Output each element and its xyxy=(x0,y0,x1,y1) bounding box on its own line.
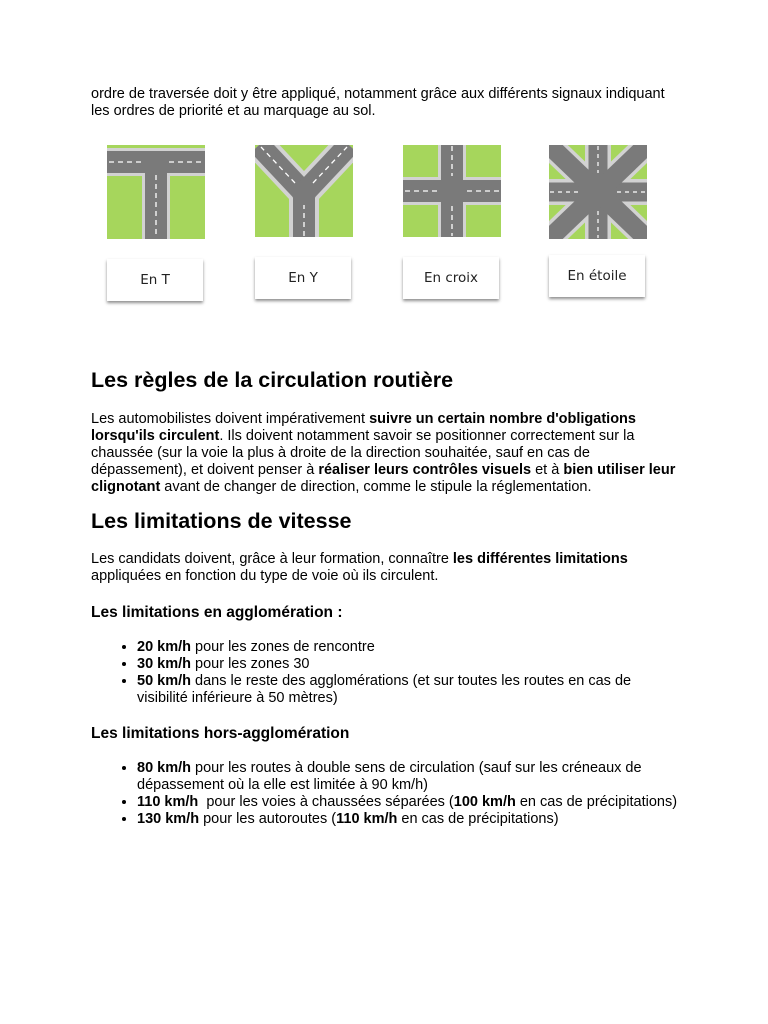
heading-hors-agglomeration: Les limitations hors-agglomération xyxy=(91,725,350,742)
speed-value: 50 km/h xyxy=(137,673,191,689)
diagram-y xyxy=(255,145,353,286)
text-span: en cas de précipitations) xyxy=(397,811,559,827)
text-span: pour les voies à chaussées séparées ( xyxy=(198,794,454,810)
label-en-etoile: En étoile xyxy=(549,255,645,297)
bold-span: les différentes limitations xyxy=(452,551,628,567)
cross-intersection-icon xyxy=(403,145,501,237)
diagram-cross xyxy=(403,145,501,286)
speed-value: 110 km/h xyxy=(137,794,199,810)
text-span: avant de changer de direction, comme le stipule la réglementation. xyxy=(160,479,592,495)
paragraph-regles xyxy=(91,411,681,496)
paragraph-limitations xyxy=(91,551,681,585)
speed-value: 130 km/h xyxy=(137,811,200,827)
label-en-t: En T xyxy=(107,259,203,301)
t-intersection-icon xyxy=(107,145,205,239)
list-item xyxy=(137,656,681,673)
list-item xyxy=(137,760,681,794)
text-span: en cas de précipitations) xyxy=(515,794,678,810)
list-agglomeration xyxy=(91,639,681,707)
speed-value: 20 km/h xyxy=(137,639,191,655)
text-span: dans le reste des agglomérations (et sur toutes les routes en cas de visibilité inférieure à 50 mètres) xyxy=(137,673,632,706)
speed-value: 80 km/h xyxy=(137,760,191,776)
intersection-diagrams xyxy=(91,145,681,367)
document-page xyxy=(91,86,681,828)
star-intersection-icon xyxy=(549,145,647,239)
speed-value: 100 km/h xyxy=(453,794,516,810)
heading-agglomeration: Les limitations en agglomération : xyxy=(91,604,343,621)
text-span: pour les zones de rencontre xyxy=(191,639,375,655)
text-span: appliquées en fonction du type de voie où ils circulent. xyxy=(91,568,439,584)
list-hors-agglomeration xyxy=(91,760,681,828)
text-span: pour les routes à double sens de circulation (sauf sur les créneaux de dépassement où la elle est limitée à 90 km/h) xyxy=(137,760,642,793)
label-en-y: En Y xyxy=(255,257,351,299)
list-item xyxy=(137,811,681,828)
heading-regles-circulation: Les règles de la circulation routière xyxy=(91,368,454,392)
bold-span: réaliser leurs contrôles visuels xyxy=(318,462,532,478)
text-span: Les candidats doivent, grâce à leur formation, connaître xyxy=(91,551,453,567)
list-item xyxy=(137,673,681,707)
intro-paragraph: ordre de traversée doit y être appliqué, notamment grâce aux différents signaux indiquant les ordres de priorité et au marquage au sol. xyxy=(91,86,665,119)
y-intersection-icon xyxy=(255,145,353,237)
text-span: et à xyxy=(531,462,564,478)
text-span: Les automobilistes doivent impérativement xyxy=(91,411,370,427)
list-item xyxy=(137,794,681,811)
speed-value: 110 km/h xyxy=(336,811,398,827)
bold-span: suivre un certain nombre d'obligations lorsqu'ils circulent xyxy=(91,411,636,444)
text-span: pour les zones 30 xyxy=(191,656,310,672)
heading-limitations-vitesse: Les limitations de vitesse xyxy=(91,509,352,533)
text-span: pour les autoroutes ( xyxy=(199,811,337,827)
diagram-star xyxy=(549,145,647,284)
text-span: . Ils doivent notamment savoir se positionner correctement sur la chaussée (sur la voie la plus à droite de la direction souhaitée, sauf en cas de dépassement), et doivent penser à xyxy=(91,428,635,478)
bold-span: bien utiliser leur clignotant xyxy=(91,462,676,495)
label-en-croix: En croix xyxy=(403,257,499,299)
list-item xyxy=(137,639,681,656)
speed-value: 30 km/h xyxy=(137,656,191,672)
diagram-t xyxy=(107,145,205,288)
